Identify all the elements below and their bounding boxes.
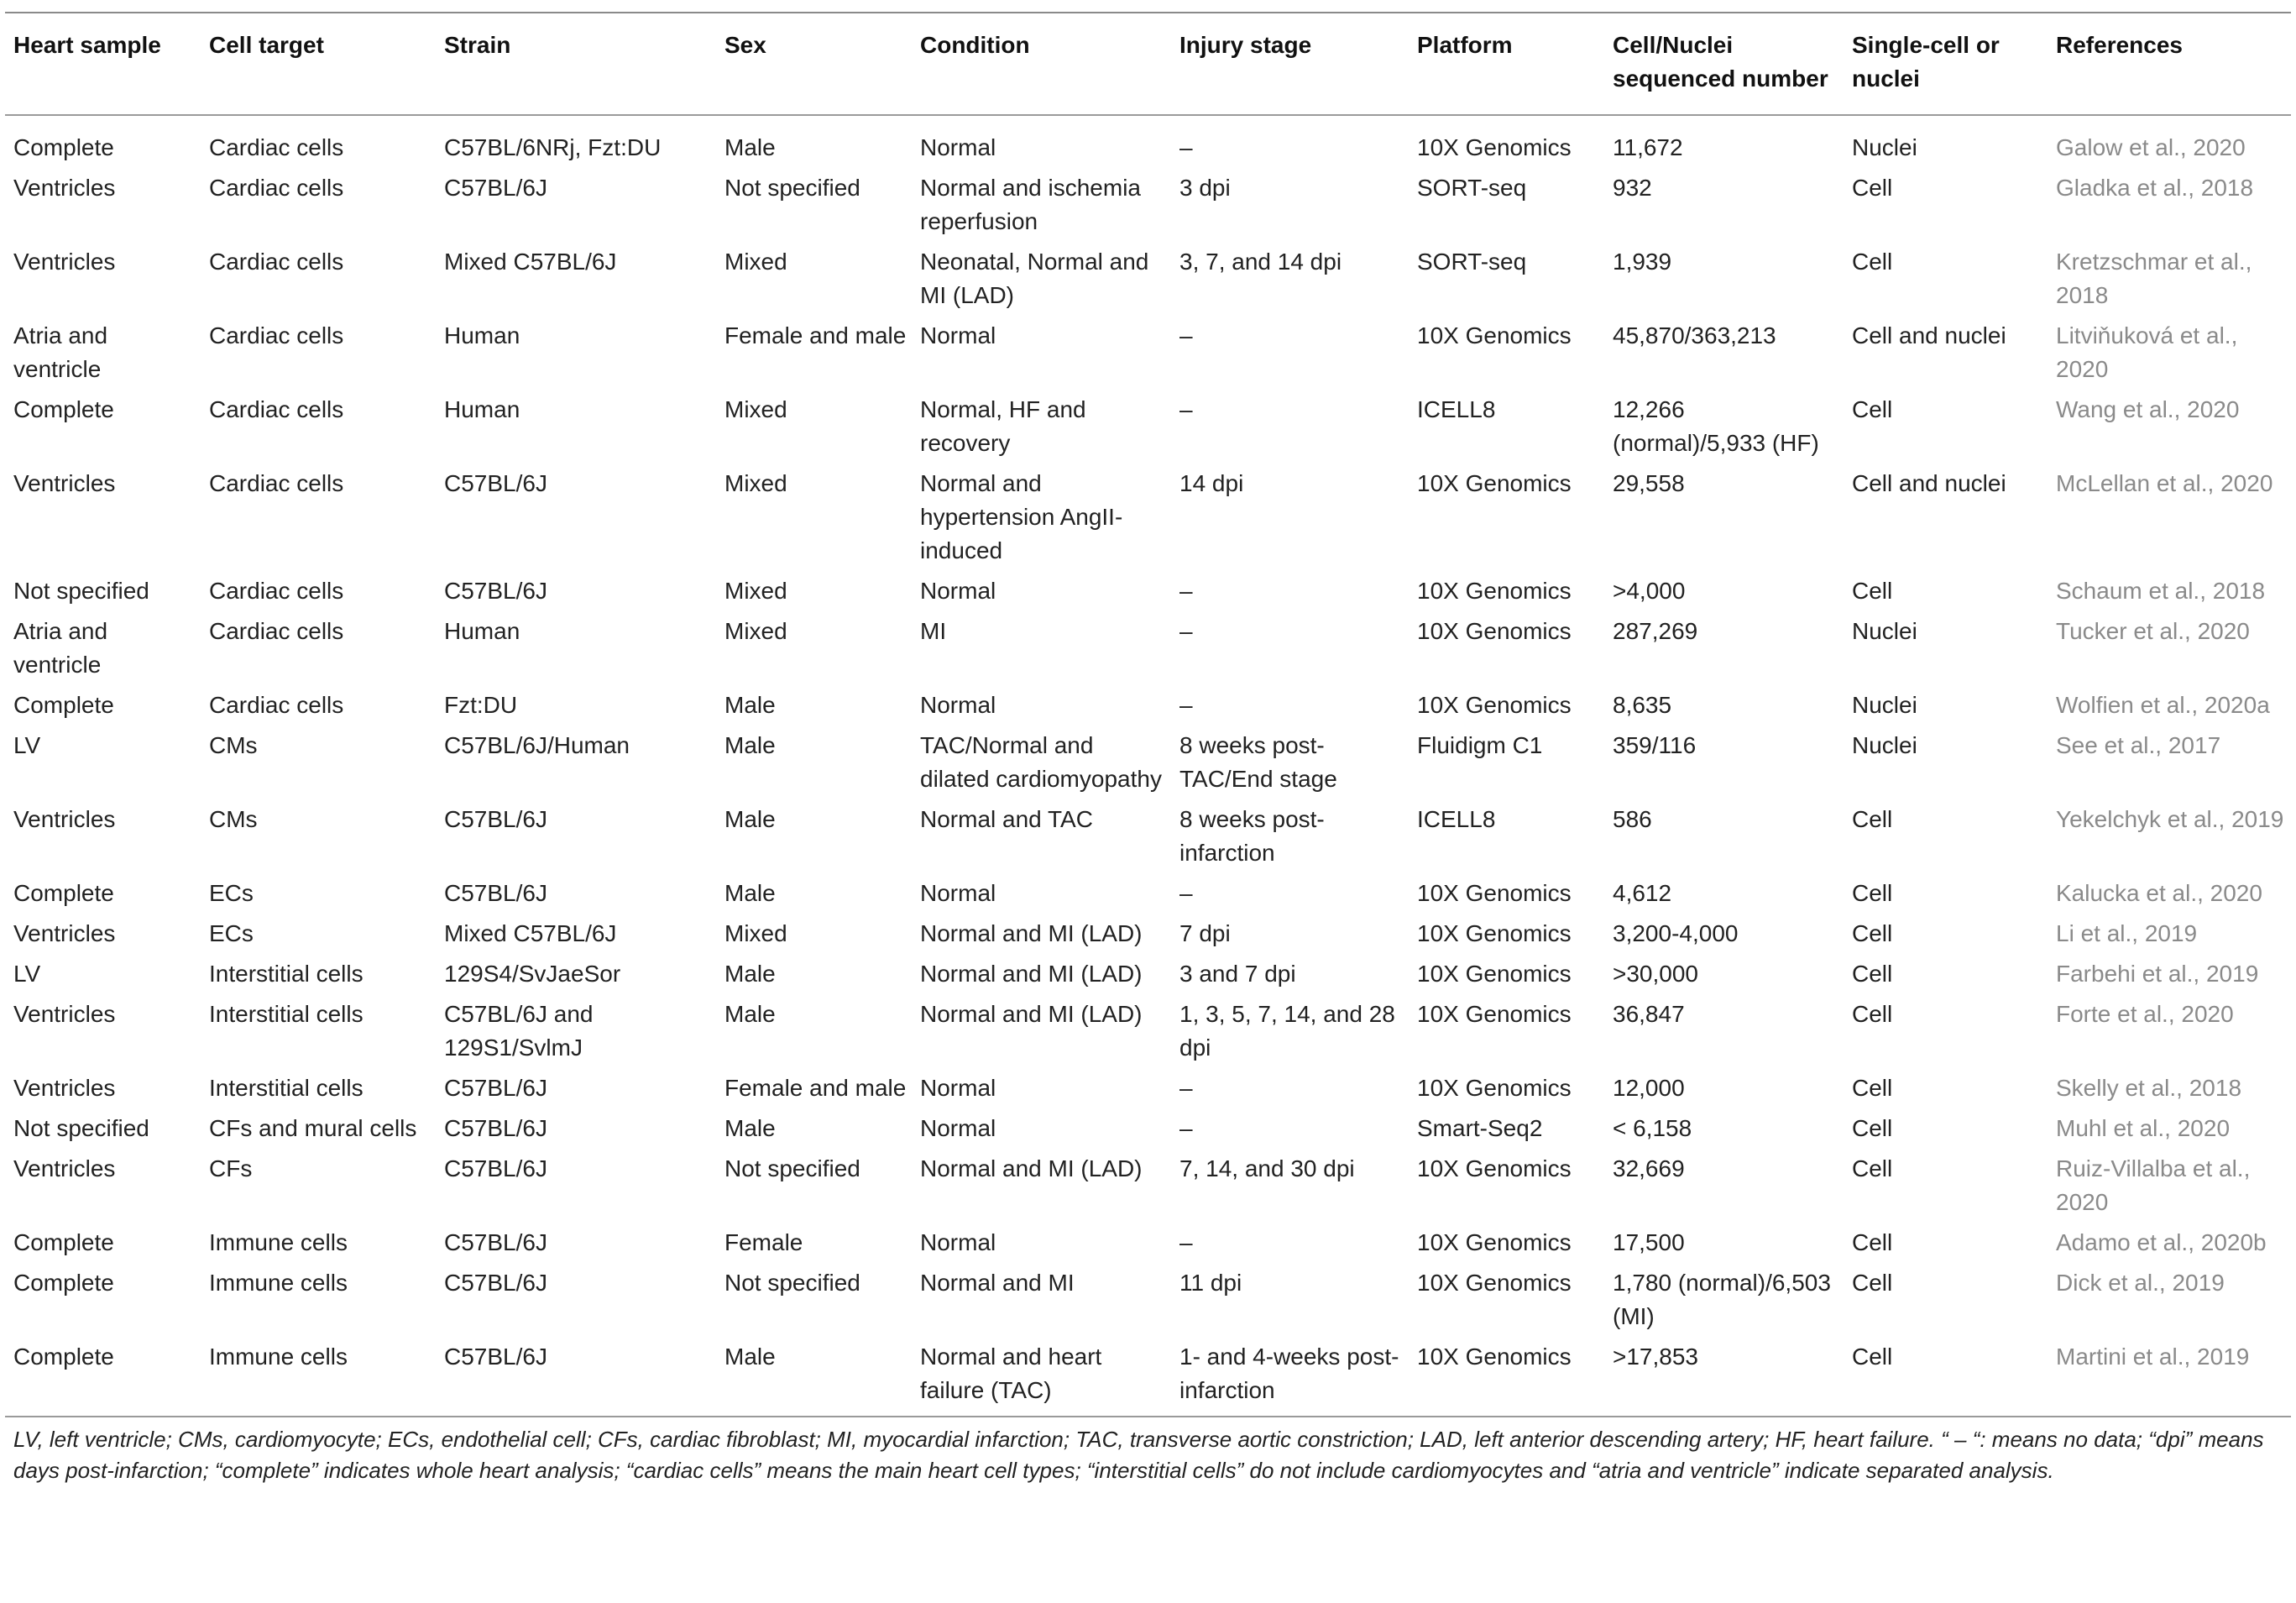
cell-sequenced-number: 17,500 — [1613, 1229, 1685, 1255]
cell-platform: 10X Genomics — [1417, 1001, 1572, 1027]
cell-single-cell-or-nuclei: Cell — [1852, 175, 1893, 201]
cell-reference: Adamo et al., 2020b — [2056, 1229, 2267, 1255]
cell-strain: Fzt:DU — [444, 692, 518, 718]
cell-platform: 10X Genomics — [1417, 134, 1572, 160]
cell-reference: Schaum et al., 2018 — [2056, 578, 2266, 604]
cell-platform: SORT-seq — [1417, 175, 1527, 201]
cell-reference: Muhl et al., 2020 — [2056, 1115, 2231, 1141]
cell-sequenced-number: >30,000 — [1613, 961, 1698, 987]
cell-sex: Female and male — [724, 322, 907, 348]
cell-sex: Male — [724, 1344, 776, 1370]
cell-single-cell-or-nuclei: Cell — [1852, 1001, 1893, 1027]
cell-cell-target: Cardiac cells — [209, 175, 344, 201]
cell-strain: C57BL/6NRj, Fzt:DU — [444, 134, 662, 160]
cell-condition: Normal and TAC — [920, 806, 1093, 832]
cell-injury-stage: 3 dpi — [1179, 175, 1231, 201]
table-row — [5, 729, 2291, 803]
cell-cell-target: Immune cells — [209, 1270, 348, 1296]
cell-injury-stage: – — [1179, 134, 1193, 160]
cell-condition: Normal — [920, 1075, 996, 1101]
cell-sequenced-number: 359/116 — [1613, 732, 1697, 758]
cell-single-cell-or-nuclei: Cell — [1852, 920, 1893, 946]
cell-heart-sample: Complete — [13, 396, 114, 422]
cell-sequenced-number: 1,780 (normal)/6,503 (MI) — [1613, 1270, 1831, 1329]
cell-reference: Kalucka et al., 2020 — [2056, 880, 2262, 906]
cell-single-cell-or-nuclei: Cell — [1852, 1075, 1893, 1101]
cell-injury-stage: 14 dpi — [1179, 470, 1244, 496]
cell-condition: Normal and ischemia reperfusion — [920, 175, 1141, 234]
cell-injury-stage: 8 weeks post-TAC/End stage — [1179, 732, 1337, 792]
table-row — [5, 1112, 2291, 1152]
cell-reference: Kretzschmar et al., 2018 — [2056, 249, 2252, 308]
cell-single-cell-or-nuclei: Cell and nuclei — [1852, 322, 2006, 348]
cell-cell-target: Interstitial cells — [209, 961, 363, 987]
table-row — [5, 467, 2291, 574]
cell-cell-target: Cardiac cells — [209, 470, 344, 496]
cell-heart-sample: Ventricles — [13, 1075, 116, 1101]
cell-condition: Neonatal, Normal and MI (LAD) — [920, 249, 1149, 308]
cell-injury-stage: 1- and 4-weeks post-infarction — [1179, 1344, 1399, 1403]
header-row — [5, 13, 2291, 115]
cell-sequenced-number: 287,269 — [1613, 618, 1698, 644]
table-row — [5, 998, 2291, 1071]
cell-heart-sample: Complete — [13, 880, 114, 906]
cell-condition: Normal, HF and recovery — [920, 396, 1086, 456]
cell-reference: See et al., 2017 — [2056, 732, 2221, 758]
cell-platform: Smart-Seq2 — [1417, 1115, 1543, 1141]
table-row — [5, 1152, 2291, 1226]
table-row — [5, 803, 2291, 877]
cell-sequenced-number: 586 — [1613, 806, 1652, 832]
cell-cell-target: Cardiac cells — [209, 578, 344, 604]
cell-single-cell-or-nuclei: Cell — [1852, 1115, 1893, 1141]
cell-heart-sample: Ventricles — [13, 1155, 116, 1181]
cell-cell-target: Cardiac cells — [209, 618, 344, 644]
cell-heart-sample: Atria and ventricle — [13, 322, 108, 382]
cell-single-cell-or-nuclei: Nuclei — [1852, 618, 1917, 644]
cell-sex: Male — [724, 732, 776, 758]
cell-condition: Normal and MI — [920, 1270, 1075, 1296]
data-table — [5, 13, 2291, 1414]
cell-strain: C57BL/6J — [444, 578, 547, 604]
cell-platform: 10X Genomics — [1417, 322, 1572, 348]
cell-strain: C57BL/6J — [444, 470, 547, 496]
cell-sex: Male — [724, 806, 776, 832]
cell-condition: Normal — [920, 692, 996, 718]
cell-platform: 10X Genomics — [1417, 1270, 1572, 1296]
cell-injury-stage: – — [1179, 1229, 1193, 1255]
header-condition: Condition — [920, 32, 1030, 58]
cell-strain: Mixed C57BL/6J — [444, 249, 617, 275]
cell-condition: Normal — [920, 1115, 996, 1141]
cell-condition: Normal and MI (LAD) — [920, 920, 1143, 946]
cell-heart-sample: Ventricles — [13, 1001, 116, 1027]
cell-sex: Male — [724, 692, 776, 718]
cell-single-cell-or-nuclei: Nuclei — [1852, 692, 1917, 718]
cell-single-cell-or-nuclei: Cell — [1852, 578, 1893, 604]
cell-injury-stage: 7 dpi — [1179, 920, 1231, 946]
cell-cell-target: Immune cells — [209, 1344, 348, 1370]
cell-sex: Male — [724, 1001, 776, 1027]
cell-single-cell-or-nuclei: Cell — [1852, 396, 1893, 422]
cell-condition: Normal and hypertension AngII-induced — [920, 470, 1123, 563]
cell-sex: Mixed — [724, 578, 787, 604]
cell-strain: C57BL/6J — [444, 1270, 547, 1296]
cell-cell-target: Interstitial cells — [209, 1001, 363, 1027]
cell-strain: Human — [444, 396, 520, 422]
cell-platform: ICELL8 — [1417, 806, 1496, 832]
cell-reference: Wang et al., 2020 — [2056, 396, 2240, 422]
cell-sequenced-number: 4,612 — [1613, 880, 1672, 906]
cell-sequenced-number: 12,000 — [1613, 1075, 1685, 1101]
cell-platform: 10X Genomics — [1417, 880, 1572, 906]
table-row — [5, 245, 2291, 319]
header-heart-sample: Heart sample — [13, 32, 161, 58]
cell-strain: C57BL/6J — [444, 1075, 547, 1101]
cell-condition: Normal and MI (LAD) — [920, 961, 1143, 987]
table-row — [5, 1266, 2291, 1340]
table-row — [5, 877, 2291, 917]
cell-strain: C57BL/6J and 129S1/SvlmJ — [444, 1001, 594, 1061]
cell-reference: Galow et al., 2020 — [2056, 134, 2246, 160]
cell-heart-sample: Complete — [13, 692, 114, 718]
header-sequenced-number: Cell/Nuclei sequenced number — [1613, 32, 1828, 92]
cell-sex: Male — [724, 1115, 776, 1141]
cell-reference: McLellan et al., 2020 — [2056, 470, 2273, 496]
cell-heart-sample: Complete — [13, 1229, 114, 1255]
cell-strain: Human — [444, 618, 520, 644]
cell-cell-target: Cardiac cells — [209, 692, 344, 718]
cell-cell-target: ECs — [209, 920, 254, 946]
cell-heart-sample: LV — [13, 961, 41, 987]
cell-condition: Normal — [920, 134, 996, 160]
cell-single-cell-or-nuclei: Cell — [1852, 961, 1893, 987]
header-sex: Sex — [724, 32, 766, 58]
cell-platform: 10X Genomics — [1417, 470, 1572, 496]
cell-strain: Human — [444, 322, 520, 348]
cell-heart-sample: Ventricles — [13, 175, 116, 201]
cell-reference: Li et al., 2019 — [2056, 920, 2198, 946]
cell-condition: Normal and heart failure (TAC) — [920, 1344, 1102, 1403]
table-row — [5, 319, 2291, 393]
cell-sequenced-number: 3,200-4,000 — [1613, 920, 1739, 946]
table-row — [5, 615, 2291, 689]
cell-heart-sample: Complete — [13, 134, 114, 160]
table-row — [5, 957, 2291, 998]
cell-condition: Normal and MI (LAD) — [920, 1001, 1143, 1027]
cell-reference: Forte et al., 2020 — [2056, 1001, 2234, 1027]
cell-sex: Mixed — [724, 470, 787, 496]
cell-platform: 10X Genomics — [1417, 1344, 1572, 1370]
cell-cell-target: Cardiac cells — [209, 396, 344, 422]
cell-platform: ICELL8 — [1417, 396, 1496, 422]
cell-reference: Gladka et al., 2018 — [2056, 175, 2254, 201]
header-platform: Platform — [1417, 32, 1513, 58]
header-cell-target: Cell target — [209, 32, 324, 58]
cell-injury-stage: – — [1179, 1075, 1193, 1101]
cell-cell-target: CFs and mural cells — [209, 1115, 417, 1141]
cell-injury-stage: – — [1179, 692, 1193, 718]
cell-sex: Mixed — [724, 920, 787, 946]
cell-heart-sample: Ventricles — [13, 806, 116, 832]
cell-reference: Tucker et al., 2020 — [2056, 618, 2250, 644]
cell-reference: Ruiz-Villalba et al., 2020 — [2056, 1155, 2251, 1215]
cell-heart-sample: Not specified — [13, 1115, 149, 1141]
cell-strain: C57BL/6J — [444, 1229, 547, 1255]
cell-condition: Normal — [920, 1229, 996, 1255]
cell-strain: C57BL/6J — [444, 175, 547, 201]
table-row — [5, 171, 2291, 245]
cell-cell-target: Immune cells — [209, 1229, 348, 1255]
cell-heart-sample: Not specified — [13, 578, 149, 604]
cell-injury-stage: 3, 7, and 14 dpi — [1179, 249, 1342, 275]
cell-single-cell-or-nuclei: Cell — [1852, 880, 1893, 906]
cell-cell-target: CMs — [209, 806, 258, 832]
cell-strain: Mixed C57BL/6J — [444, 920, 617, 946]
header-injury-stage: Injury stage — [1179, 32, 1312, 58]
cell-platform: 10X Genomics — [1417, 578, 1572, 604]
cell-heart-sample: Ventricles — [13, 249, 116, 275]
cell-platform: 10X Genomics — [1417, 920, 1572, 946]
cell-sequenced-number: 45,870/363,213 — [1613, 322, 1776, 348]
cell-sex: Not specified — [724, 1155, 860, 1181]
cell-sex: Mixed — [724, 396, 787, 422]
cell-sequenced-number: 12,266 (normal)/5,933 (HF) — [1613, 396, 1819, 456]
cell-sex: Female and male — [724, 1075, 907, 1101]
table-header — [5, 13, 2291, 115]
cell-sex: Male — [724, 134, 776, 160]
cell-single-cell-or-nuclei: Cell — [1852, 249, 1893, 275]
header-references: References — [2056, 32, 2183, 58]
header-single-cell-or-nuclei: Single-cell or nuclei — [1852, 32, 2000, 92]
cell-sequenced-number: >17,853 — [1613, 1344, 1698, 1370]
cell-cell-target: Cardiac cells — [209, 322, 344, 348]
cell-sequenced-number: 32,669 — [1613, 1155, 1685, 1181]
cell-platform: 10X Genomics — [1417, 961, 1572, 987]
cell-injury-stage: 8 weeks post-infarction — [1179, 806, 1325, 866]
cell-injury-stage: – — [1179, 322, 1193, 348]
cell-single-cell-or-nuclei: Nuclei — [1852, 134, 1917, 160]
cell-sequenced-number: 8,635 — [1613, 692, 1672, 718]
cell-strain: 129S4/SvJaeSor — [444, 961, 621, 987]
cell-strain: C57BL/6J — [444, 880, 547, 906]
cell-cell-target: ECs — [209, 880, 254, 906]
cell-injury-stage: 7, 14, and 30 dpi — [1179, 1155, 1355, 1181]
cell-sequenced-number: 36,847 — [1613, 1001, 1685, 1027]
cell-reference: Wolfien et al., 2020a — [2056, 692, 2270, 718]
cell-sex: Mixed — [724, 618, 787, 644]
cell-injury-stage: 3 and 7 dpi — [1179, 961, 1296, 987]
table-body — [5, 115, 2291, 1414]
cell-heart-sample: Complete — [13, 1344, 114, 1370]
cell-platform: 10X Genomics — [1417, 1075, 1572, 1101]
cell-condition: Normal — [920, 578, 996, 604]
cell-platform: 10X Genomics — [1417, 692, 1572, 718]
cell-strain: C57BL/6J — [444, 1155, 547, 1181]
cell-platform: 10X Genomics — [1417, 618, 1572, 644]
cell-platform: SORT-seq — [1417, 249, 1527, 275]
cell-sequenced-number: < 6,158 — [1613, 1115, 1692, 1141]
cell-cell-target: CMs — [209, 732, 258, 758]
cell-injury-stage: 11 dpi — [1179, 1270, 1242, 1296]
cell-sex: Male — [724, 961, 776, 987]
cell-condition: MI — [920, 618, 947, 644]
cell-reference: Skelly et al., 2018 — [2056, 1075, 2242, 1101]
cell-heart-sample: Atria and ventricle — [13, 618, 108, 678]
cell-single-cell-or-nuclei: Cell — [1852, 806, 1893, 832]
cell-cell-target: Cardiac cells — [209, 249, 344, 275]
table-row — [5, 689, 2291, 729]
cell-heart-sample: LV — [13, 732, 41, 758]
cell-single-cell-or-nuclei: Cell — [1852, 1155, 1893, 1181]
table-row — [5, 574, 2291, 615]
header-strain: Strain — [444, 32, 511, 58]
cell-cell-target: Cardiac cells — [209, 134, 344, 160]
cell-injury-stage: – — [1179, 1115, 1193, 1141]
table-row — [5, 1340, 2291, 1414]
cell-reference: Dick et al., 2019 — [2056, 1270, 2225, 1296]
cell-reference: Farbehi et al., 2019 — [2056, 961, 2259, 987]
cell-platform: Fluidigm C1 — [1417, 732, 1543, 758]
table-row — [5, 917, 2291, 957]
table-row — [5, 1071, 2291, 1112]
cell-condition: Normal — [920, 322, 996, 348]
cell-sequenced-number: 932 — [1613, 175, 1652, 201]
cell-platform: 10X Genomics — [1417, 1155, 1572, 1181]
cell-sex: Female — [724, 1229, 803, 1255]
cell-strain: C57BL/6J — [444, 1344, 547, 1370]
cell-condition: TAC/Normal and dilated cardiomyopathy — [920, 732, 1162, 792]
cell-cell-target: Interstitial cells — [209, 1075, 363, 1101]
table-footnote: LV, left ventricle; CMs, cardiomyocyte; ECs, endothelial cell; CFs, cardiac fibroblast; MI, myocardial infarction; TAC, transverse aortic constriction; LAD, left anterior descending artery; HF, heart failure. “ – “: means no data; “dpi” means days post-infarction; “complete” indicates whole heart analysis; “cardiac cells” means the main heart cell types; “interstitial cells” do not include cardiomyocytes and “atria and ventricle” indicate separated analysis. — [13, 1427, 2264, 1483]
cell-strain: C57BL/6J/Human — [444, 732, 630, 758]
cell-single-cell-or-nuclei: Cell — [1852, 1270, 1893, 1296]
table-row — [5, 393, 2291, 467]
cell-single-cell-or-nuclei: Cell — [1852, 1229, 1893, 1255]
cell-condition: Normal and MI (LAD) — [920, 1155, 1143, 1181]
cell-injury-stage: – — [1179, 396, 1193, 422]
cell-strain: C57BL/6J — [444, 1115, 547, 1141]
cell-sequenced-number: 11,672 — [1613, 134, 1683, 160]
table-row — [5, 115, 2291, 171]
cell-injury-stage: 1, 3, 5, 7, 14, and 28 dpi — [1179, 1001, 1395, 1061]
cell-sequenced-number: >4,000 — [1613, 578, 1686, 604]
cell-single-cell-or-nuclei: Cell — [1852, 1344, 1893, 1370]
cell-condition: Normal — [920, 880, 996, 906]
table-row — [5, 1226, 2291, 1266]
cell-injury-stage: – — [1179, 618, 1193, 644]
cell-reference: Martini et al., 2019 — [2056, 1344, 2250, 1370]
cell-sequenced-number: 1,939 — [1613, 249, 1672, 275]
cell-single-cell-or-nuclei: Cell and nuclei — [1852, 470, 2006, 496]
cell-strain: C57BL/6J — [444, 806, 547, 832]
cell-reference: Yekelchyk et al., 2019 — [2056, 806, 2284, 832]
cell-sex: Not specified — [724, 175, 860, 201]
cell-reference: Litviňuková et al., 2020 — [2056, 322, 2238, 382]
cell-heart-sample: Ventricles — [13, 920, 116, 946]
cell-injury-stage: – — [1179, 880, 1193, 906]
cell-sex: Male — [724, 880, 776, 906]
cell-sequenced-number: 29,558 — [1613, 470, 1685, 496]
cell-cell-target: CFs — [209, 1155, 253, 1181]
cell-sex: Mixed — [724, 249, 787, 275]
cell-heart-sample: Ventricles — [13, 470, 116, 496]
cell-platform: 10X Genomics — [1417, 1229, 1572, 1255]
cell-heart-sample: Complete — [13, 1270, 114, 1296]
cell-injury-stage: – — [1179, 578, 1193, 604]
cell-single-cell-or-nuclei: Nuclei — [1852, 732, 1917, 758]
cell-sex: Not specified — [724, 1270, 860, 1296]
